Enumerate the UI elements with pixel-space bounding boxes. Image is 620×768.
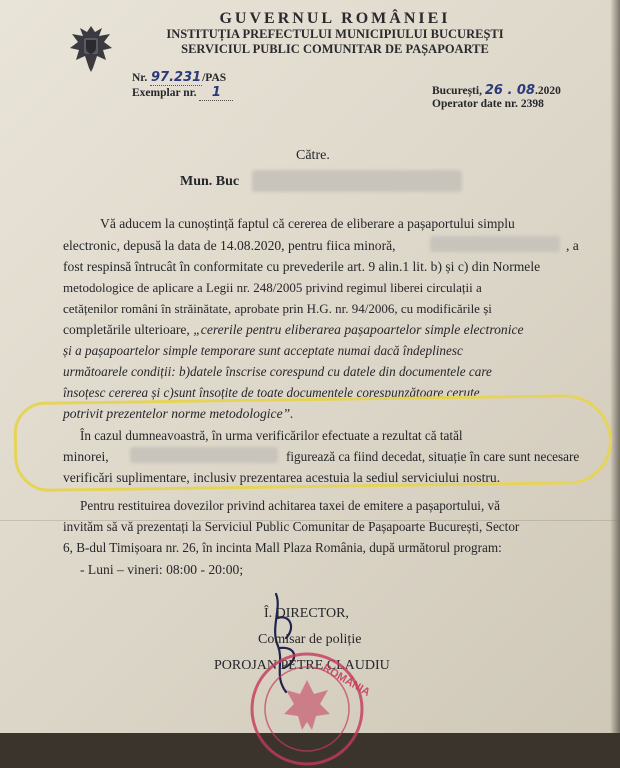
body-line: figurează ca fiind decedat, situație în care sunt necesare (286, 449, 580, 464)
official-stamp-icon (248, 650, 373, 768)
exemplar-label: Exemplar nr. (132, 87, 197, 99)
romania-coat-of-arms-icon (66, 22, 116, 74)
registration-number (132, 70, 226, 86)
addressee-catre: Către. (296, 148, 330, 163)
body-line: metodologice de aplicare a Legii nr. 248/2005 privind regimul liberei circulații a (63, 280, 482, 295)
city: București, (432, 85, 482, 97)
schedule-line: - Luni – vineri: 08:00 - 20:00; (80, 562, 244, 577)
body-line (63, 322, 524, 338)
page-shadow-edge (610, 0, 620, 733)
header-institution: INSTITUȚIA PREFECTULUI MUNICIPIULUI BUCUREȘTI (166, 27, 504, 41)
body-line: Vă aducem la cunoștință faptul că cererea de eliberare a pașaportului simplu (100, 216, 515, 231)
body-line: Pentru restituirea dovezilor privind achitarea taxei de emitere a pașaportului, vă (80, 498, 500, 513)
place-date (432, 83, 561, 98)
redacted-child-name (430, 236, 560, 252)
nr-suffix: /PAS (202, 72, 227, 84)
redacted-father-name (130, 447, 278, 463)
signature-rank: Comisar de poliție (258, 632, 362, 647)
quoted-line: însoțesc cererea și c)sunt însoțite de toate documentele corespunzătoare cerute (63, 385, 480, 400)
redacted-address (252, 170, 462, 192)
body-line: 6, B-dul Timișoara nr. 26, în incinta Mall Plaza România, după următorul program: (63, 540, 502, 555)
header-government: GUVERNUL ROMÂNIEI (219, 10, 451, 27)
quoted-line: și a pașapoartelor simple temporare sunt acceptate numai dacă îndeplinesc (63, 343, 463, 358)
body-text: completările ulterioare, (63, 322, 190, 337)
quoted-text: „cererile pentru eliberarea pașapoartelor simple electronice (193, 322, 524, 337)
body-line: minorei, (63, 449, 109, 464)
operator-label: Operator date nr. (432, 98, 518, 110)
body-line: În cazul dumneavoastră, în urma verificărilor efectuate a rezultat că tatăl (80, 428, 463, 443)
nr-label: Nr. (132, 72, 148, 84)
exemplar-number (132, 85, 233, 101)
operator-value: 2398 (520, 98, 544, 110)
operator-line (432, 98, 544, 110)
body-line: invităm să vă prezentați la Serviciul Public Comunitar de Pașapoarte București, Sector (63, 519, 520, 534)
date-handwritten: 26 . 08 (484, 83, 535, 98)
signature-name: POROJAN PETRE CLAUDIU (214, 658, 390, 673)
signature-title: Î. DIRECTOR, (264, 606, 349, 621)
quoted-line: următoarele condiții: b)datele înscrise corespund cu datele din documentele care (63, 364, 492, 379)
body-line: , a (566, 238, 579, 253)
nr-value: 97.231 (151, 70, 202, 85)
body-line: fost respinsă întrucât în conformitate cu prevederile art. 9 alin.1 lit. b) și c) din Normele (63, 259, 541, 274)
body-line: verificări suplimentare, inclusiv prezentarea acestuia la sediul serviciului nostru. (63, 470, 501, 485)
header-service: SERVICIUL PUBLIC COMUNITAR DE PAȘAPOARTE (181, 42, 489, 56)
year: .2020 (535, 85, 561, 97)
body-line: cetățenilor români în străinătate, aprobate prin H.G. nr. 94/2006, cu modificările și (63, 301, 492, 316)
addressee-mun: Mun. Buc (180, 174, 240, 189)
stamp-text: ROMÂNIA (320, 662, 373, 699)
exemplar-value: 1 (199, 85, 233, 101)
body-line: electronic, depusă la data de 14.08.2020, pentru fiica minoră, (63, 238, 396, 253)
quoted-line: potrivit prezentelor norme metodologice”. (63, 406, 294, 421)
